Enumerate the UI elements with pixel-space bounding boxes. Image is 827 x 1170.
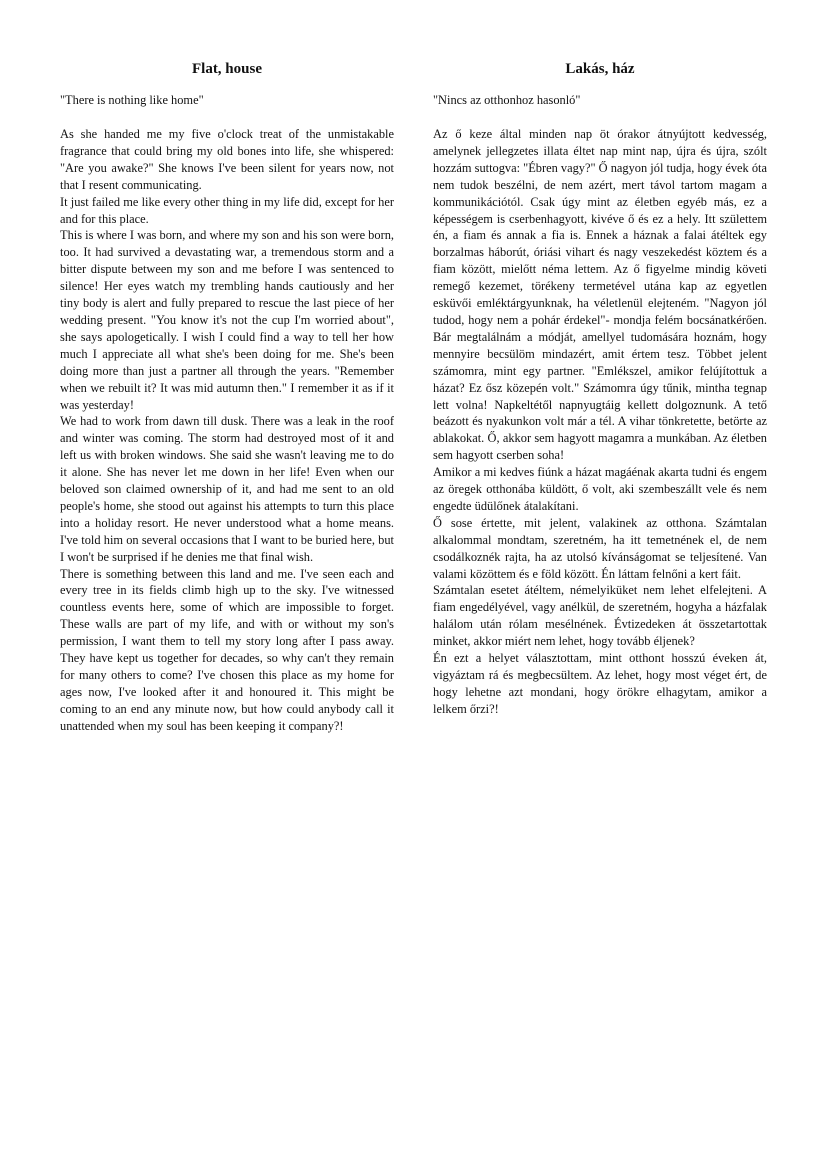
english-column [60,58,394,735]
english-paragraph: As she handed me my five o'clock treat of the unmistakable fragrance that could bring my old bones into life, she whispered: "Are you awake?" She knows I've been silent for years now, not that I resent communicating. [60,127,394,192]
hungarian-paragraph: Amikor a mi kedves fiúnk a házat magáénak akarta tudni és engem az öregek otthonába küldött, ő volt, aki szembeszállt vele és nem engedte üdülőnek átalakítani. [433,465,767,513]
english-paragraph: This is where I was born, and where my son and his son were born, too. It had survived a devastating war, a tremendous storm and a bitter dispute between my son and me before I was sentenced to silence! Her eyes watch my trembling hands cautiously and her tiny body is alert and fully prepared to rescue the last piece of her wedding present. "You know it's not the cup I'm worried about", she says apologetically. I wish I could find a way to tell her how much I appreciate all what she's been doing for me. She's been doing more than just a partner all through the years. "Remember when we rebuilt it? It was mid autumn then." I remember it as if it was yesterday! [60,228,394,412]
hungarian-motto: "Nincs az otthonhoz hasonló" [433,93,581,107]
hungarian-paragraph: Számtalan esetet átéltem, némelyiküket nem lehet elfelejteni. A fiam engedélyével, vagy anélkül, de szeretném, hogyha a házfalak halálom után rólam mesélnének. Évtizedeken át összetartottak minket, akkor miért nem lehet, hogy tovább éljenek? [433,583,767,649]
english-paragraph: There is something between this land and me. I've seen each and every tree in its fields climb high up to the sky. I've witnessed countless events here, some of which are impossible to forget. These walls are part of my life, and with or without my son's permission, I want them to tell my story long after I pass away. They have kept us together for decades, so why can't they remain for many others to come? I've chosen this place as my home for ages now, I've looked after it and honoured it. This might be coming to an end any minute now, but how could anybody call it unattended when my soul has been keeping it company?! [60,566,394,733]
hungarian-title: Lakás, ház [565,61,635,77]
english-title: Flat, house [191,61,262,77]
hungarian-column [433,58,767,718]
english-paragraph: We had to work from dawn till dusk. There was a leak in the roof and winter was coming. The storm had destroyed most of it and left us with broken windows. She said she wasn't leaving me to do it alone. She has never let me down in her life! Even when our beloved son claimed ownership of it, and had me sent to an old people's home, she stood out against his attempts to turn this place into a holiday resort. He never understood what a home means. I've told him on several occasions that I want to be buried here, but I won't be surprised if he denies me that final wish. [60,414,394,564]
hungarian-paragraph: Az ő keze által minden nap öt órakor átnyújtott kedvesség, amelynek jellegzetes illata éltet nap mint nap, újra és újra, szólt hozzám suttogva: "Ébren vagy?" Ő nagyon jól tudja, hogy évek óta nem tudok beszélni, de nem azért, mert távol tartom magam a kommunikációtól. Csak úgy mint az életben egyéb más, ez a képességem is cserbenhagyott, kivéve ő és ez a hely. Itt születtem én, a fiam és annak a fia is. Ennek a háznak a falai átéltek egy borzalmas háborút, óriási vihart és nagy veszekedést köztem és a fiam között, mielőtt néma lettem. Az ő figyelme mindig követi remegő kezemet, törékeny termetével utána kap az egyetlen esküvői emléktárgyunknak, ha véletlenül elejteném. "Nagyon jól tudod, hogy nem a pohár érdekel"- mondja felém bocsánatkérően. Bár megtalálnám a módját, amellyel tudomására hoznám, hogy mennyire becsülöm mindazért, amit értem tesz. Többet jelent számomra, mint egy partner. "Emlékszel, amikor felújítottuk a házat? Ez ősz közepén volt." Számomra úgy tűnik, mintha tegnap lett volna! Napkeltétől napnyugtáig kellett dolgoznunk. A tető beázott és nyakunkon volt már a tél. A vihar tönkretette, betörte az ablakokat. Ő, akkor sem hagyott magamra a munkában. Az életben sem hagyott cserben soha! [433,127,767,463]
hungarian-paragraph: Én ezt a helyet választottam, mint otthont hosszú éveken át, vigyáztam rá és megbecsültem. Az lehet, hogy most véget ért, de hogy lehetne azt mondani, hogy örökre elhagytam, amikor a lelkem őrzi?! [433,651,767,716]
english-motto: "There is nothing like home" [60,93,204,107]
hungarian-paragraph: Ő sose értette, mit jelent, valakinek az otthona. Számtalan alkalommal mondtam, szeretném, ha itt temetnének el, de nem csodálkoznék rajta, ha az utolsó kívánságomat se teljesítené. Van valami közöttem és e föld között. Én láttam felnőni a kert fáit. [433,515,767,581]
english-paragraph: It just failed me like every other thing in my life did, except for her and for this place. [60,194,394,226]
